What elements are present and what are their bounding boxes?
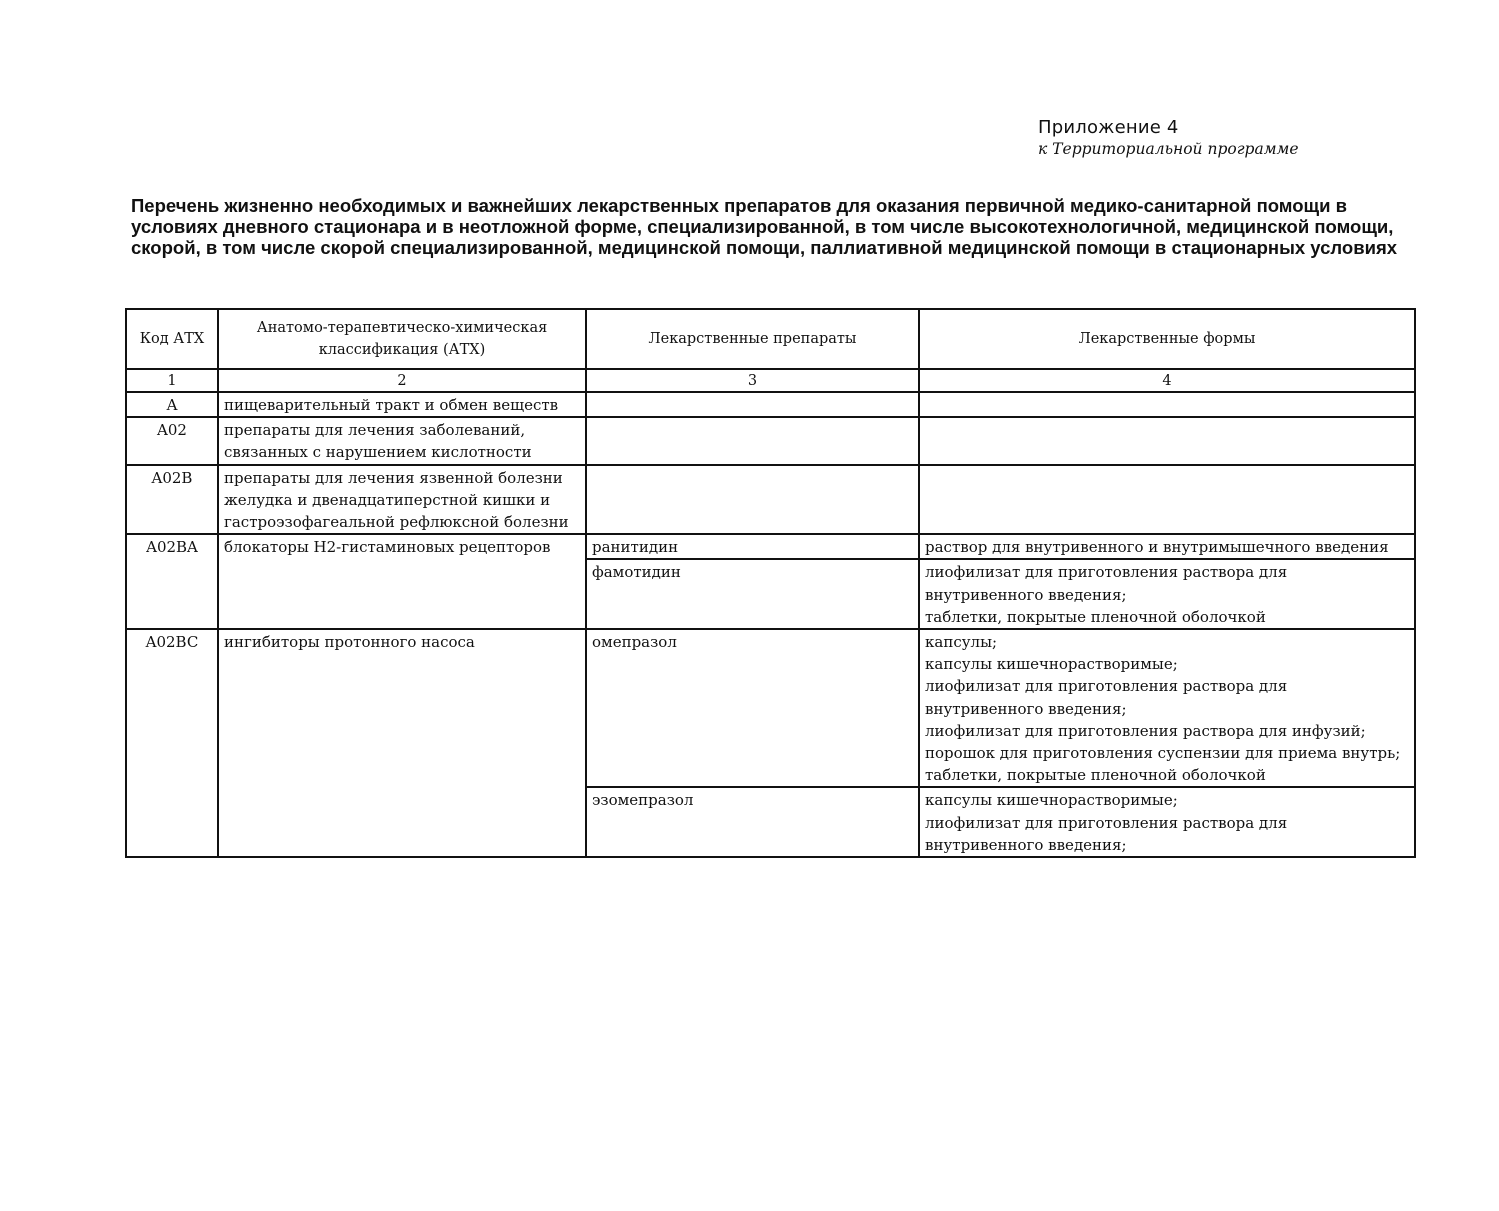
drug-forms: [919, 629, 1415, 787]
drug-name: [586, 392, 919, 417]
table-header-row: [126, 309, 1415, 369]
table-row: [126, 629, 1415, 787]
header-forms: Лекарственные формы: [919, 309, 1415, 369]
atc-code: A02BA: [126, 534, 218, 629]
document-title: Перечень жизненно необходимых и важнейших лекарственных препаратов для оказания первичной медико-санитарной помощи в условиях дневного стационара и в неотложной форме, специализированной, в том числе высокотехнологичной, медицинской помощи, скорой, в том числе скорой специализированной, медицинской помощи, паллиативной медицинской помощи в стационарных условиях: [131, 195, 1398, 258]
atc-table: [125, 308, 1416, 858]
form-line: раствор для внутривенного и внутримышечного введения: [925, 538, 1389, 557]
atc-code: A: [126, 392, 218, 417]
form-line: капсулы;: [925, 633, 998, 652]
atc-classification: блокаторы H2-гистаминовых рецепторов: [218, 534, 586, 629]
form-line: лиофилизат для приготовления раствора для: [925, 677, 1288, 696]
form-line: внутривенного введения;: [925, 699, 1127, 718]
header-atc-code: Код АТХ: [126, 309, 218, 369]
appendix-header: [1038, 117, 1458, 159]
column-number: 3: [586, 369, 919, 392]
form-line: внутривенного введения;: [925, 835, 1127, 854]
header-classification: Анатомо-терапевтическо-химическая классификация (АТХ): [218, 309, 586, 369]
drug-forms: [919, 465, 1415, 535]
form-line: лиофилизат для приготовления раствора для: [925, 563, 1288, 582]
drug-forms: [919, 559, 1415, 629]
drug-name: [586, 465, 919, 535]
atc-classification: препараты для лечения заболеваний, связанных с нарушением кислотности: [218, 417, 586, 464]
column-number-row: [126, 369, 1415, 392]
drug-forms: [919, 787, 1415, 857]
drug-forms: [919, 392, 1415, 417]
column-number: 2: [218, 369, 586, 392]
form-line: капсулы кишечнорастворимые;: [925, 791, 1178, 810]
atc-classification: препараты для лечения язвенной болезни желудка и двенадцатиперстной кишки и гастроэзофагеальной рефлюксной болезни: [218, 465, 586, 535]
drug-name: фамотидин: [586, 559, 919, 629]
drug-forms: [919, 534, 1415, 559]
atc-classification: ингибиторы протонного насоса: [218, 629, 586, 857]
appendix-subtitle: к Территориальной программе: [1038, 140, 1299, 158]
table-row: [126, 465, 1415, 535]
form-line: лиофилизат для приготовления раствора для: [925, 813, 1288, 832]
table-row: [126, 534, 1415, 559]
atc-classification: пищеварительный тракт и обмен веществ: [218, 392, 586, 417]
column-number: 4: [919, 369, 1415, 392]
drug-name: ранитидин: [586, 534, 919, 559]
form-line: таблетки, покрытые пленочной оболочкой: [925, 766, 1266, 785]
atc-code: A02BC: [126, 629, 218, 857]
column-number: 1: [126, 369, 218, 392]
form-line: таблетки, покрытые пленочной оболочкой: [925, 607, 1266, 626]
header-drugs: Лекарственные препараты: [586, 309, 919, 369]
atc-code: A02: [126, 417, 218, 464]
atc-code: A02B: [126, 465, 218, 535]
form-line: порошок для приготовления суспензии для приема внутрь;: [925, 744, 1401, 763]
appendix-title: Приложение 4: [1038, 117, 1179, 138]
drug-name: эзомепразол: [586, 787, 919, 857]
drug-name: омепразол: [586, 629, 919, 787]
form-line: внутривенного введения;: [925, 585, 1127, 604]
form-line: капсулы кишечнорастворимые;: [925, 655, 1178, 674]
table-row: [126, 392, 1415, 417]
form-line: лиофилизат для приготовления раствора для инфузий;: [925, 721, 1366, 740]
table-row: [126, 417, 1415, 464]
drug-forms: [919, 417, 1415, 464]
drug-name: [586, 417, 919, 464]
